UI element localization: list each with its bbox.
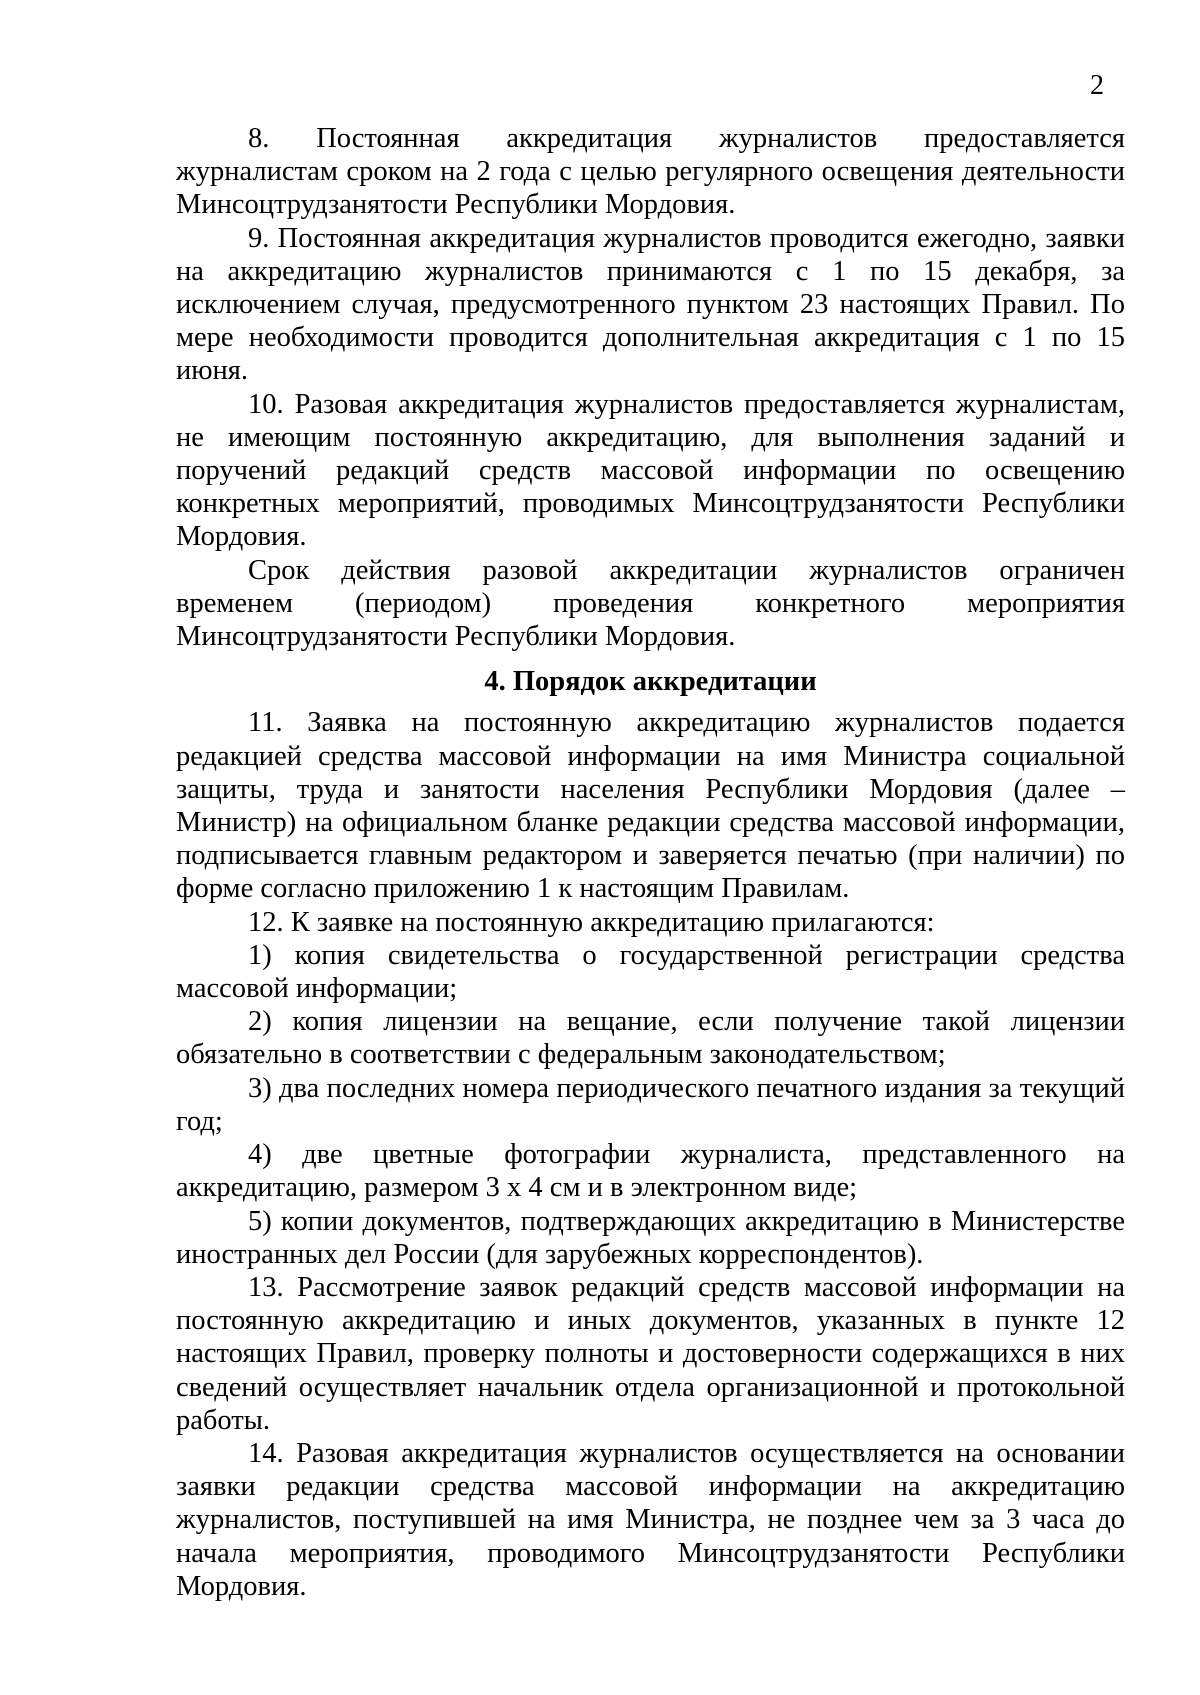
paragraph-12-item-1: 1) копия свидетельства о государственной регистрации средства массовой информации;: [176, 939, 1125, 1005]
paragraph-8: 8. Постоянная аккредитация журналистов предоставляется журналистам сроком на 2 года с целью регулярного освещения деятельности Минсоцтрудзанятости Республики Мордовия.: [176, 123, 1125, 221]
paragraph-12: 12. К заявке на постоянную аккредитацию прилагаются:: [248, 906, 935, 938]
paragraph-12-item-5: 5) копии документов, подтверждающих аккредитацию в Министерстве иностранных дел России (для зарубежных корреспондентов).: [176, 1205, 1125, 1270]
paragraph-10-term: Срок действия разовой аккредитации журналистов ограничен временем (периодом) проведения конкретного мероприятия Минсоцтрудзанятости Республики Мордовия.: [176, 554, 1125, 653]
page-number: 2: [1090, 70, 1104, 101]
paragraph-11: 11. Заявка на постоянную аккредитацию журналистов подается редакцией средства массовой информации на имя Министра социальной защиты, труда и занятости населения Республики Мордовия (далее – Министр) на официальном бланке редакции средства массовой информации, подписывается главным редактором и заверяется печатью (при наличии) по форме согласно приложению 1 к настоящим Правилам.: [176, 707, 1125, 905]
paragraph-12-item-4: 4) две цветные фотографии журналиста, представленного на аккредитацию, размером 3 х 4 см и в электронном виде;: [176, 1139, 1125, 1204]
paragraph-12-item-3: 3) два последних номера периодического печатного издания за текущий год;: [176, 1072, 1125, 1137]
paragraph-9: 9. Постоянная аккредитация журналистов проводится ежегодно, заявки на аккредитацию журналистов принимаются с 1 по 15 декабря, за исключением случая, предусмотренного пунктом 23 настоящих Правил. По мере необходимости проводится дополнительная аккредитация с 1 по 15 июня.: [176, 222, 1125, 387]
section-heading: 4. Порядок аккредитации: [484, 666, 817, 698]
document-body: [176, 122, 1125, 1603]
paragraph-14: 14. Разовая аккредитация журналистов осуществляется на основании заявки редакции средства массовой информации на аккредитацию журналистов, поступившей на имя Министра, не позднее чем за 3 часа до начала мероприятия, проводимого Минсоцтрудзанятости Республики Мордовия.: [176, 1437, 1125, 1602]
paragraph-13: 13. Рассмотрение заявок редакций средств массовой информации на постоянную аккредитацию и иных документов, указанных в пункте 12 настоящих Правил, проверку полноты и достоверности содержащихся в них сведений осуществляет начальник отдела организационной и протокольной работы.: [176, 1271, 1125, 1436]
paragraph-10: 10. Разовая аккредитация журналистов предоставляется журналистам, не имеющим постоянную аккредитацию, для выполнения заданий и поручений редакций средств массовой информации по освещению конкретных мероприятий, проводимых Минсоцтрудзанятости Республики Мордовия.: [176, 388, 1125, 553]
paragraph-12-item-2: 2) копия лицензии на вещание, если получение такой лицензии обязательно в соответствии с федеральным законодательством;: [176, 1006, 1125, 1071]
